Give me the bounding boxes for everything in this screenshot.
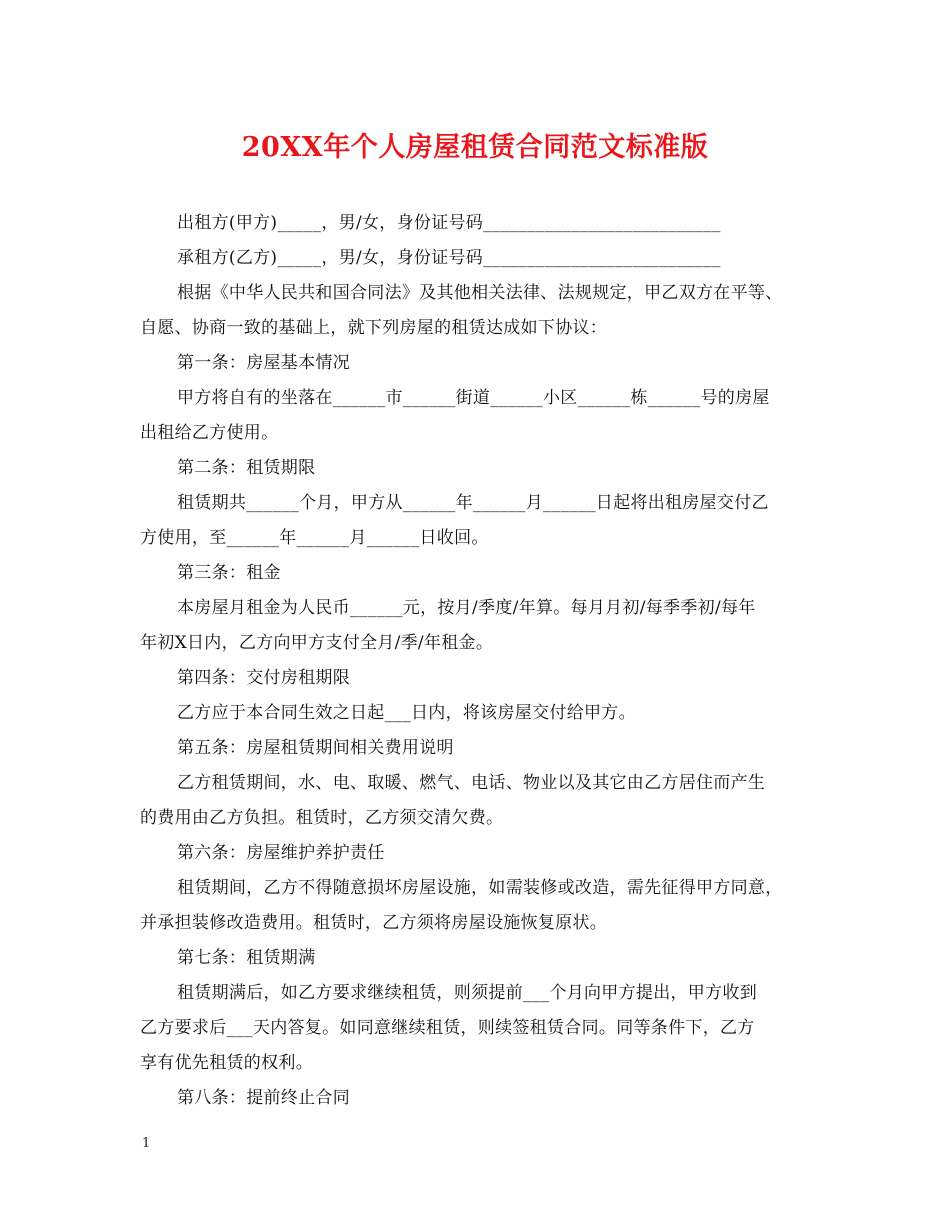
- text-line: 第八条：提前终止合同: [177, 1088, 350, 1108]
- text-line: 出租给乙方使用。: [140, 423, 279, 443]
- text-line: 根据《中华人民共和国合同法》及其他相关法律、法规规定，甲乙双方在平等、: [177, 283, 783, 303]
- text-line: 乙方租赁期间，水、电、取暖、燃气、电话、物业以及其它由乙方居住而产生: [177, 773, 766, 793]
- contract-body: [140, 206, 812, 1116]
- text-line: 租赁期共______个月，甲方从______年______月______日起将出租房屋交付乙: [177, 493, 769, 513]
- text-line: 本房屋月租金为人民币______元，按月/季度/年算。每月月初/每季季初/每年: [177, 598, 756, 618]
- text-line: 享有优先租赁的权利。: [140, 1053, 313, 1073]
- text-line: 自愿、协商一致的基础上，就下列房屋的租赁达成如下协议：: [140, 318, 608, 338]
- text-line: 方使用，至______年______月______日收回。: [140, 528, 489, 548]
- text-line: 第二条：租赁期限: [177, 458, 316, 478]
- text-line: 出租方(甲方)_____，男/女，身份证号码___________________________: [177, 213, 721, 233]
- text-line: 甲方将自有的坐落在______市______街道______小区______栋______号的房屋: [177, 388, 770, 408]
- text-line: 承租方(乙方)_____，男/女，身份证号码___________________________: [177, 248, 721, 268]
- text-line: 年初X日内，乙方向甲方支付全月/季/年租金。: [140, 633, 494, 653]
- text-line: 租赁期满后，如乙方要求继续租赁，则须提前___个月向甲方提出，甲方收到: [177, 983, 757, 1003]
- text-line: 第三条：租金: [177, 563, 281, 583]
- text-line: 乙方应于本合同生效之日起___日内，将该房屋交付给甲方。: [177, 703, 636, 723]
- text-line: 第七条：租赁期满: [177, 948, 316, 968]
- text-line: 第五条：房屋租赁期间相关费用说明: [177, 738, 454, 758]
- text-line: 并承担装修改造费用。租赁时，乙方须将房屋设施恢复原状。: [140, 913, 608, 933]
- document-title: 20XX年个人房屋租赁合同范文标准版: [241, 132, 709, 163]
- text-line: 第六条：房屋维护养护责任: [177, 843, 385, 863]
- page-number: 1: [142, 1136, 151, 1151]
- text-line: 第一条：房屋基本情况: [177, 353, 350, 373]
- text-line: 第四条：交付房租期限: [177, 668, 350, 688]
- text-line: 乙方要求后___天内答复。如同意继续租赁，则续签租赁合同。同等条件下，乙方: [140, 1018, 755, 1038]
- text-line: 的费用由乙方负担。租赁时，乙方须交清欠费。: [140, 808, 504, 828]
- text-line: 租赁期间，乙方不得随意损坏房屋设施，如需装修或改造，需先征得甲方同意，: [177, 878, 783, 898]
